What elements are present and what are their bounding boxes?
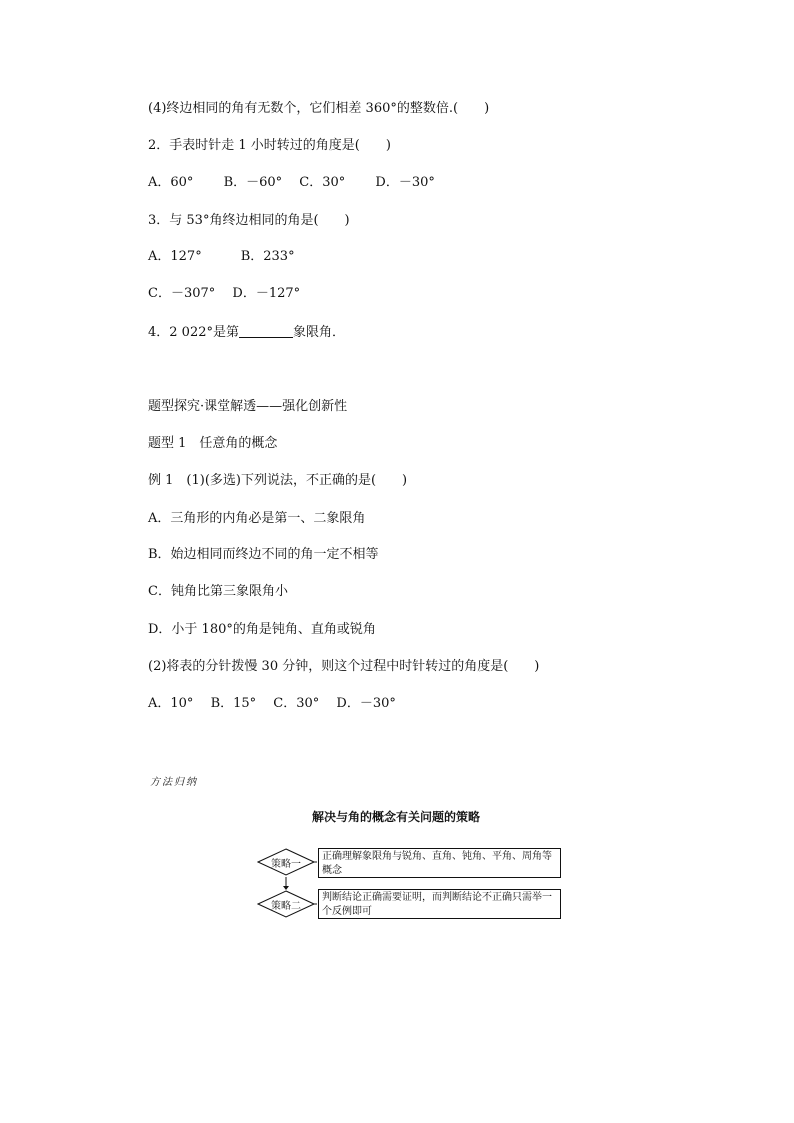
example-1-part-1: 例 1 (1)(多选)下列说法，不正确的是( ) [148,473,408,488]
item-4-statement: (4)终边相同的角有无数个，它们相差 360°的整数倍.( ) [148,101,490,116]
question-4-prefix: 4．2 022°是第 [148,325,239,340]
question-4-suffix: 象限角． [293,325,346,340]
example-1-option-a: A．三角形的内角必是第一、二象限角 [148,511,366,526]
answer-blank [239,325,293,338]
example-1-option-b: B．始边相同而终边不同的角一定不相等 [148,547,379,562]
section-heading: 题型探究·课堂解透——强化创新性 [148,399,348,414]
question-2: 2．手表时针走 1 小时转过的角度是( ) [148,138,391,153]
question-3-options-cd: C．－307° D．－127° [148,286,301,301]
question-3: 3．与 53°角终边相同的角是( ) [148,213,350,228]
method-summary-heading: 方法归纳 [150,777,198,788]
strategy-diagram [255,843,575,923]
example-1-option-d: D．小于 180°的角是钝角、直角或锐角 [148,622,376,637]
topic-heading: 题型 1 任意角的概念 [148,436,278,451]
strategy-2-label: 策略二 [271,900,301,912]
question-3-options-ab: A．127° B．233° [148,249,295,264]
example-1-option-c: C．钝角比第三象限角小 [148,584,288,599]
strategy-1-diamond [257,848,315,876]
example-1-part-2: (2)将表的分针拨慢 30 分钟，则这个过程中时针转过的角度是( ) [148,659,540,674]
strategy-1-label: 策略一 [271,858,301,870]
strategy-2-diamond [257,890,315,918]
question-2-options: A．60° B．－60° C．30° D．－30° [148,175,435,190]
strategy-1-box: 正确理解象限角与锐角、直角、钝角、平角、周角等概念 [318,848,561,878]
question-4 [148,324,345,342]
strategy-2-box: 判断结论正确需要证明，而判断结论不正确只需举一个反例即可 [318,889,561,919]
strategy-diagram-title: 解决与角的概念有关问题的策略 [312,810,481,824]
example-1-part-2-options: A．10° B．15° C．30° D．－30° [148,696,396,711]
